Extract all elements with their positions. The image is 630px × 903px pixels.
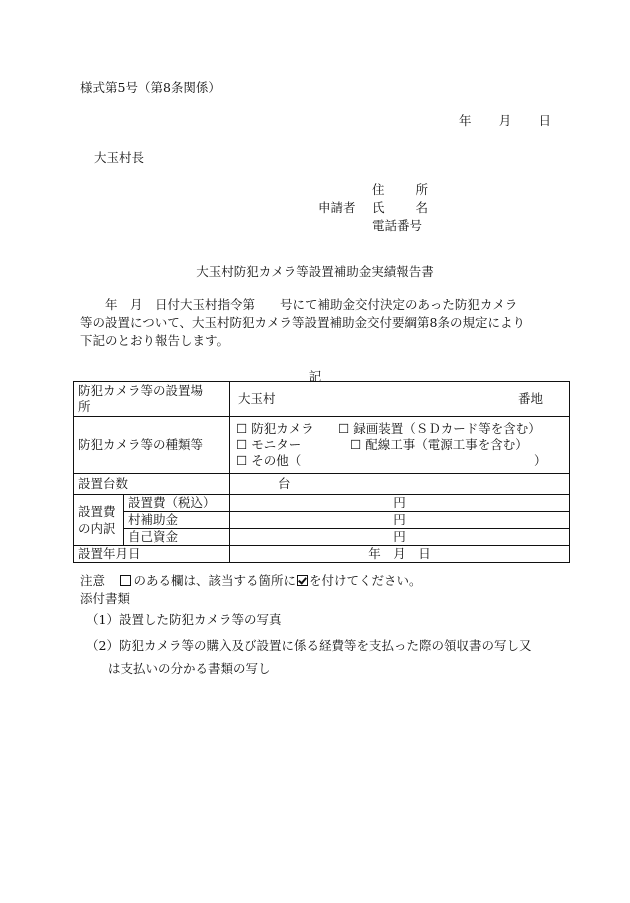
date-day: 日 (538, 113, 551, 128)
addressee: 大玉村長 (94, 150, 145, 165)
type-options (230, 417, 570, 474)
form-number: 様式第5号（第8条関係） (80, 80, 221, 95)
count-label: 設置台数 (74, 474, 230, 495)
option-wiring[interactable]: ☐ 配線工事（電源工事を含む） (350, 437, 528, 452)
count-value[interactable] (230, 474, 570, 495)
attachment-item-2: （2）防犯カメラ等の購入及び設置に係る経費等を支払った際の領収書の写し又 (86, 638, 532, 653)
cost-label-subsidy: 村補助金 (124, 512, 230, 529)
option-monitor[interactable]: ☐ モニター (236, 437, 302, 452)
attachment-item-2-cont: は支払いの分かる書類の写し (108, 661, 271, 676)
option-camera[interactable]: ☐ 防犯カメラ (236, 421, 314, 436)
document-title: 大玉村防犯カメラ等設置補助金実績報告書 (196, 264, 434, 279)
date-year: 年 (459, 113, 472, 128)
applicant-role: 申請者 (318, 200, 356, 215)
cost-label-total: 設置費（税込） (124, 495, 230, 512)
cost-value-subsidy[interactable]: 円 (230, 512, 570, 529)
checked-box-icon (297, 575, 308, 586)
applicant-phone-label: 電話番号 (372, 218, 423, 233)
applicant-address-label: 住 所 (372, 182, 428, 197)
body-line-1: 年 月 日付大玉村指令第 号にて補助金交付決定のあった防犯カメラ (80, 297, 518, 312)
applicant-name-label: 氏 名 (372, 200, 428, 215)
option-recorder[interactable]: ☐ 録画装置（ＳＤカード等を含む） (338, 421, 541, 436)
body-line-3: 下記のとおり報告します。 (80, 333, 230, 348)
note-prefix: 注意 (80, 573, 118, 588)
place-label: 防犯カメラ等の設置場所 (74, 382, 230, 417)
report-table (73, 381, 570, 563)
install-date-row (74, 546, 570, 563)
ki-heading: 記 (308, 369, 322, 384)
applicant-block (318, 180, 448, 236)
type-row (74, 417, 570, 474)
body-line-2: 等の設置について、大玉村防犯カメラ等設置補助金交付要綱第8条の規定により (80, 315, 525, 330)
count-unit: 台 (278, 476, 291, 491)
cost-row-self (74, 529, 570, 546)
place-value[interactable] (230, 382, 570, 417)
cost-value-total[interactable]: 円 (230, 495, 570, 512)
option-other[interactable]: ☐ その他（ (236, 453, 302, 468)
cost-label-self: 自己資金 (124, 529, 230, 546)
place-village: 大玉村 (238, 391, 276, 406)
note-suffix: を付けてください。 (309, 573, 422, 588)
option-other-close: ） (534, 453, 547, 468)
place-banchi: 番地 (518, 391, 544, 406)
install-date-value[interactable]: 年 月 日 (230, 546, 570, 563)
install-date-label: 設置年月日 (74, 546, 230, 563)
note (80, 571, 422, 589)
report-body (80, 296, 560, 350)
checkbox-icon (120, 575, 131, 586)
attachments-heading: 添付書類 (80, 591, 131, 606)
cost-row-subsidy (74, 512, 570, 529)
cost-group-label: 設置費の内訳 (74, 495, 124, 546)
place-row (74, 382, 570, 417)
submission-date (459, 111, 551, 129)
date-month: 月 (498, 113, 512, 128)
note-mid: のある欄は、該当する箇所に (133, 573, 297, 588)
cost-row-total (74, 495, 570, 512)
attachment-item-1: （1）設置した防犯カメラ等の写真 (86, 612, 282, 627)
cost-value-self[interactable]: 円 (230, 529, 570, 546)
count-row (74, 474, 570, 495)
type-label: 防犯カメラ等の種類等 (74, 417, 230, 474)
